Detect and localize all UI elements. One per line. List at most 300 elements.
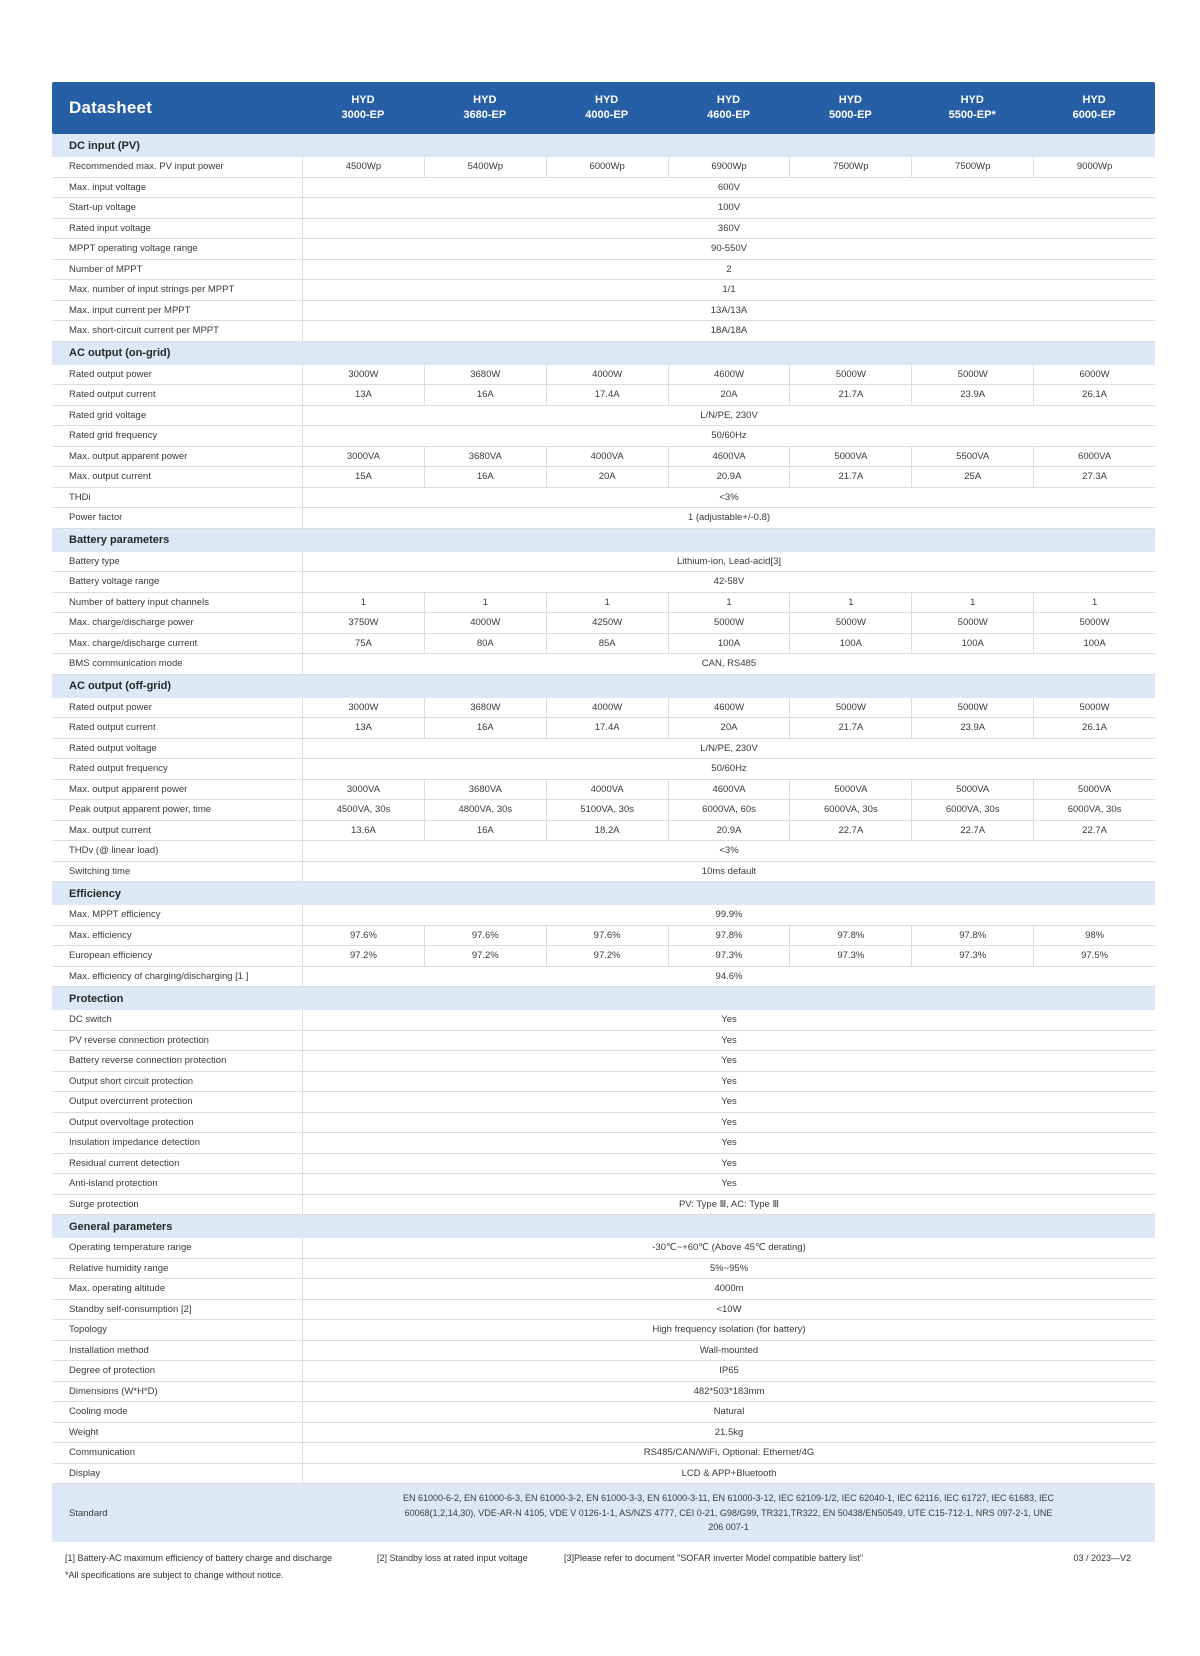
row-value-cell: 21.7A <box>789 385 911 405</box>
section-header-ac-output-on-grid: AC output (on-grid) <box>52 342 1155 365</box>
row-value-cell: 20A <box>668 718 790 738</box>
row-value-cell: 6000VA, 30s <box>789 800 911 820</box>
row-value-cell: 5000VA <box>1033 780 1155 800</box>
row-label: Installation method <box>69 1344 149 1356</box>
row-value-cell: 4600VA <box>668 447 790 467</box>
row-label: Rated grid frequency <box>69 430 158 442</box>
row-value-cell: 3680VA <box>424 780 546 800</box>
row-label: Start-up voltage <box>69 202 137 214</box>
row-label: Max. input current per MPPT <box>69 304 191 316</box>
row-label: Recommended max. PV input power <box>69 161 224 173</box>
spec-row <box>52 926 1155 947</box>
row-cells <box>302 613 1155 633</box>
row-label: Surge protection <box>69 1198 139 1210</box>
spec-row <box>52 634 1155 655</box>
row-value-cell: 18.2A <box>546 821 668 841</box>
row-value: 4000m <box>302 1279 1155 1299</box>
row-cells <box>302 365 1155 385</box>
row-value-cell: 5000W <box>1033 613 1155 633</box>
row-value: 360V <box>302 219 1155 239</box>
spec-table <box>52 134 1155 1542</box>
row-value-cell: 13A <box>302 385 424 405</box>
spec-row <box>52 1195 1155 1216</box>
row-label: Max. efficiency of charging/discharging [1 ] <box>69 970 249 982</box>
spec-row <box>52 157 1155 178</box>
row-cells <box>302 1238 1155 1258</box>
row-cells <box>302 800 1155 820</box>
row-cells <box>302 1402 1155 1422</box>
row-label: Max. charge/discharge current <box>69 637 198 649</box>
row-value-cell: 5000W <box>789 365 911 385</box>
row-label: Max. operating altitude <box>69 1283 166 1295</box>
spec-row <box>52 780 1155 801</box>
row-value-cell: 97.3% <box>789 946 911 966</box>
spec-row <box>52 739 1155 760</box>
row-value-cell: 6000VA, 30s <box>911 800 1033 820</box>
row-cells <box>302 739 1155 759</box>
row-value: 50/60Hz <box>302 426 1155 446</box>
row-cells <box>302 759 1155 779</box>
row-value-cell: 3000VA <box>302 447 424 467</box>
spec-row <box>52 1174 1155 1195</box>
row-value: 42-58V <box>302 572 1155 592</box>
row-cells <box>302 634 1155 654</box>
model-label: 5500-EP* <box>948 109 996 121</box>
row-value-cell: 7500Wp <box>789 157 911 177</box>
brand-label: HYD <box>473 93 497 106</box>
row-label: Rated output current <box>69 722 156 734</box>
row-value: Yes <box>302 1051 1155 1071</box>
footnotes-row <box>52 1553 1155 1563</box>
spec-row <box>52 862 1155 883</box>
row-value: 18A/18A <box>302 321 1155 341</box>
row-cells <box>302 488 1155 508</box>
row-label: PV reverse connection protection <box>69 1034 209 1046</box>
row-value-cell: 9000Wp <box>1033 157 1155 177</box>
spec-row <box>52 406 1155 427</box>
row-cells <box>302 718 1155 738</box>
footnote-2: [2] Standby loss at rated input voltage <box>377 1553 528 1563</box>
spec-row <box>52 1051 1155 1072</box>
spec-row <box>52 1259 1155 1280</box>
row-label: Dimensions (W*H*D) <box>69 1385 158 1397</box>
row-label: Display <box>69 1467 101 1479</box>
row-value-cell: 3000VA <box>302 780 424 800</box>
row-value-cell: 7500Wp <box>911 157 1033 177</box>
spec-row <box>52 841 1155 862</box>
row-cells <box>302 426 1155 446</box>
spec-row <box>52 1423 1155 1444</box>
row-label: Standby self-consumption [2] <box>69 1303 192 1315</box>
row-cells <box>302 1423 1155 1443</box>
row-value-cell: 5500VA <box>911 447 1033 467</box>
row-value-cell: 3000W <box>302 698 424 718</box>
row-value: -30℃~+60℃ (Above 45℃ derating) <box>302 1238 1155 1258</box>
spec-row <box>52 946 1155 967</box>
row-value-cell: 16A <box>424 467 546 487</box>
row-value: 1 (adjustable+/-0.8) <box>302 508 1155 528</box>
row-cells <box>302 821 1155 841</box>
model-column-header-3000-ep <box>302 93 424 124</box>
spec-row <box>52 800 1155 821</box>
row-label: THDv (@ linear load) <box>69 845 159 857</box>
row-label: Cooling mode <box>69 1406 128 1418</box>
row-cells <box>302 1133 1155 1153</box>
row-label: Battery type <box>69 555 120 567</box>
row-label: DC switch <box>69 1014 112 1026</box>
row-label: Communication <box>69 1447 135 1459</box>
row-cells <box>302 905 1155 925</box>
brand-label: HYD <box>1082 93 1106 106</box>
row-label: Rated input voltage <box>69 222 151 234</box>
row-value-cell: 97.6% <box>546 926 668 946</box>
row-cells <box>302 862 1155 882</box>
spec-row <box>52 967 1155 988</box>
footnote-3: [3]Please refer to document "SOFAR inverter Model compatible battery list" <box>564 1553 864 1563</box>
header-bar <box>52 82 1155 134</box>
row-value: 600V <box>302 178 1155 198</box>
page-title: Datasheet <box>69 98 153 117</box>
row-value-cell: 16A <box>424 718 546 738</box>
row-value: Yes <box>302 1092 1155 1112</box>
row-value-cell: 5100VA, 30s <box>546 800 668 820</box>
doc-version: 03 / 2023—V2 <box>1073 1553 1131 1563</box>
row-value: CAN, RS485 <box>302 654 1155 674</box>
spec-row <box>52 488 1155 509</box>
row-value: L/N/PE, 230V <box>302 739 1155 759</box>
spec-row <box>52 1341 1155 1362</box>
row-cells <box>302 780 1155 800</box>
row-cells <box>302 1382 1155 1402</box>
row-value: 2 <box>302 260 1155 280</box>
row-value: 13A/13A <box>302 301 1155 321</box>
spec-row <box>52 1238 1155 1259</box>
row-cells <box>302 946 1155 966</box>
row-label: Insulation impedance detection <box>69 1137 200 1149</box>
row-cells <box>302 1154 1155 1174</box>
spec-row <box>52 1133 1155 1154</box>
spec-row <box>52 1092 1155 1113</box>
disclaimer: *All specifications are subject to change without notice. <box>65 1570 284 1580</box>
row-cells <box>302 198 1155 218</box>
row-value: 1/1 <box>302 280 1155 300</box>
spec-row <box>52 1464 1155 1485</box>
row-label: Rated output frequency <box>69 763 168 775</box>
section-header-battery-parameters: Battery parameters <box>52 529 1155 552</box>
row-value-cell: 20A <box>668 385 790 405</box>
row-label: Rated grid voltage <box>69 409 147 421</box>
row-value-cell: 100A <box>1033 634 1155 654</box>
row-value: 100V <box>302 198 1155 218</box>
row-cells <box>302 1092 1155 1112</box>
row-value-cell: 25A <box>911 467 1033 487</box>
row-cells <box>302 967 1155 987</box>
spec-row <box>52 759 1155 780</box>
row-value-cell: 3680W <box>424 365 546 385</box>
row-value: 482*503*183mm <box>302 1382 1155 1402</box>
spec-row <box>52 1443 1155 1464</box>
row-value-cell: 4600W <box>668 365 790 385</box>
row-value: Wall-mounted <box>302 1341 1155 1361</box>
spec-row <box>52 426 1155 447</box>
spec-row <box>52 593 1155 614</box>
row-value-cell: 97.8% <box>789 926 911 946</box>
brand-label: HYD <box>351 93 375 106</box>
row-cells <box>302 1341 1155 1361</box>
model-label: 3000-EP <box>341 109 385 121</box>
spec-row <box>52 552 1155 573</box>
row-cells <box>302 1051 1155 1071</box>
row-value-cell: 6900Wp <box>668 157 790 177</box>
row-label: Rated output current <box>69 389 156 401</box>
row-value-cell: 6000Wp <box>546 157 668 177</box>
row-label: Operating temperature range <box>69 1242 192 1254</box>
row-value: 10ms default <box>302 862 1155 882</box>
row-value-cell: 1 <box>302 593 424 613</box>
row-label: MPPT operating voltage range <box>69 243 198 255</box>
row-label: Rated output voltage <box>69 742 157 754</box>
row-label: Output overcurrent protection <box>69 1096 193 1108</box>
spec-row <box>52 467 1155 488</box>
row-cells <box>302 1279 1155 1299</box>
row-value-cell: 97.2% <box>546 946 668 966</box>
row-value-cell: 97.6% <box>302 926 424 946</box>
row-label: Max. charge/discharge power <box>69 617 194 629</box>
section-header-efficiency: Efficiency <box>52 882 1155 905</box>
row-value-cell: 17.4A <box>546 385 668 405</box>
row-cells <box>302 301 1155 321</box>
row-value <box>302 1484 1155 1542</box>
row-value-cell: 1 <box>1033 593 1155 613</box>
row-value: Natural <box>302 1402 1155 1422</box>
row-label: Max. input voltage <box>69 181 147 193</box>
row-label: Rated output power <box>69 368 152 380</box>
row-label: Power factor <box>69 512 123 524</box>
row-value: Yes <box>302 1174 1155 1194</box>
row-label: Max. MPPT efficiency <box>69 909 161 921</box>
row-value-cell: 26.1A <box>1033 385 1155 405</box>
row-value-cell: 4600W <box>668 698 790 718</box>
row-value-cell: 20.9A <box>668 821 790 841</box>
row-value-cell: 100A <box>789 634 911 654</box>
row-label: Number of battery input channels <box>69 596 209 608</box>
datasheet-page <box>52 82 1155 1580</box>
row-value-cell: 3680VA <box>424 447 546 467</box>
spec-row <box>52 365 1155 386</box>
row-value-cell: 21.7A <box>789 718 911 738</box>
row-value-cell: 75A <box>302 634 424 654</box>
row-cells <box>302 1443 1155 1463</box>
row-value-cell: 15A <box>302 467 424 487</box>
spec-row <box>52 654 1155 675</box>
row-value-cell: 4000VA <box>546 447 668 467</box>
row-value-cell: 97.2% <box>302 946 424 966</box>
row-cells <box>302 406 1155 426</box>
spec-row <box>52 905 1155 926</box>
row-value: PV: Type Ⅲ, AC: Type Ⅲ <box>302 1195 1155 1215</box>
spec-row <box>52 260 1155 281</box>
row-value-cell: 13.6A <box>302 821 424 841</box>
row-value-cell: 3000W <box>302 365 424 385</box>
row-value-cell: 97.3% <box>911 946 1033 966</box>
row-value-cell: 4600VA <box>668 780 790 800</box>
spec-row <box>52 1361 1155 1382</box>
row-label: Max. output apparent power <box>69 783 188 795</box>
row-value-cell: 5000W <box>911 613 1033 633</box>
row-value-cell: 80A <box>424 634 546 654</box>
row-label: BMS communication mode <box>69 658 183 670</box>
spec-row <box>52 280 1155 301</box>
row-cells <box>302 1300 1155 1320</box>
spec-row <box>52 1010 1155 1031</box>
row-value-cell: 97.2% <box>424 946 546 966</box>
model-label: 4600-EP <box>707 109 750 121</box>
row-label: Battery voltage range <box>69 576 160 588</box>
row-cells <box>302 841 1155 861</box>
model-column-headers <box>302 93 1155 124</box>
row-value-cell: 6000VA, 60s <box>668 800 790 820</box>
row-value-cell: 4500VA, 30s <box>302 800 424 820</box>
row-cells <box>302 1320 1155 1340</box>
row-value-cell: 5000W <box>911 365 1033 385</box>
spec-row <box>52 718 1155 739</box>
row-value-cell: 22.7A <box>789 821 911 841</box>
row-value: Yes <box>302 1154 1155 1174</box>
section-header-ac-output-off-grid: AC output (off-grid) <box>52 675 1155 698</box>
row-value-cell: 100A <box>668 634 790 654</box>
row-value-cell: 97.5% <box>1033 946 1155 966</box>
row-value-cell: 22.7A <box>1033 821 1155 841</box>
row-cells <box>302 1072 1155 1092</box>
row-cells <box>302 178 1155 198</box>
brand-label: HYD <box>838 93 862 106</box>
row-value-cell: 97.8% <box>668 926 790 946</box>
spec-row <box>52 613 1155 634</box>
row-value-cell: 100A <box>911 634 1033 654</box>
row-value: 94.6% <box>302 967 1155 987</box>
spec-row <box>52 1402 1155 1423</box>
row-cells <box>302 239 1155 259</box>
row-value: 90-550V <box>302 239 1155 259</box>
row-value-cell: 3680W <box>424 698 546 718</box>
spec-row <box>52 239 1155 260</box>
row-value-cell: 6000W <box>1033 365 1155 385</box>
spec-row <box>52 447 1155 468</box>
row-value: 50/60Hz <box>302 759 1155 779</box>
row-cells <box>302 593 1155 613</box>
row-value-cell: 23.9A <box>911 718 1033 738</box>
model-column-header-3680-ep <box>424 93 546 124</box>
spec-row <box>52 1113 1155 1134</box>
row-value-cell: 5000W <box>911 698 1033 718</box>
row-value-cell: 5000VA <box>911 780 1033 800</box>
row-cells <box>302 654 1155 674</box>
row-value-cell: 1 <box>424 593 546 613</box>
row-cells <box>302 552 1155 572</box>
row-label: Switching time <box>69 865 131 877</box>
row-value-cell: 4000W <box>546 698 668 718</box>
spec-row <box>52 698 1155 719</box>
row-value-cell: 98% <box>1033 926 1155 946</box>
row-cells <box>302 157 1155 177</box>
row-value-cell: 23.9A <box>911 385 1033 405</box>
row-value: 5%~95% <box>302 1259 1155 1279</box>
spec-row <box>52 219 1155 240</box>
row-cells <box>302 1174 1155 1194</box>
model-label: 5000-EP <box>828 109 872 121</box>
spec-row <box>52 1072 1155 1093</box>
row-cells <box>302 1010 1155 1030</box>
spec-row <box>52 1484 1155 1542</box>
row-label: Rated output power <box>69 701 152 713</box>
model-column-header-4600-ep <box>668 93 790 124</box>
row-value-cell: 20A <box>546 467 668 487</box>
model-column-header-5500-ep <box>911 93 1033 124</box>
standard-text: EN 61000-6-2, EN 61000-6-3, EN 61000-3-2, EN 61000-3-3, EN 61000-3-11, EN 61000-3-12, IEC 62109-1/2, IEC 62040-1, IEC 62116, IEC 61727, IEC 61683, IEC 60068(1,2,14,30), VDE-AR-N 4105, VDE V 0126-1-1, AS/NZS 4777, CEI 0-21, G98/G99, TR321,TR322, EN 50438/EN50549, UTE C15-712-1, NRS 097-2-1, UNE 206 007-1 <box>402 1493 1055 1533</box>
row-value-cell: 26.1A <box>1033 718 1155 738</box>
row-value-cell: 4250W <box>546 613 668 633</box>
row-label: Max. efficiency <box>69 929 132 941</box>
row-label: Battery reverse connection protection <box>69 1055 227 1067</box>
row-cells <box>302 280 1155 300</box>
row-cells <box>302 1484 1155 1542</box>
row-value: LCD & APP+Bluetooth <box>302 1464 1155 1484</box>
row-label: Relative humidity range <box>69 1262 169 1274</box>
row-value: <10W <box>302 1300 1155 1320</box>
spec-row <box>52 1031 1155 1052</box>
row-cells <box>302 926 1155 946</box>
spec-row <box>52 321 1155 342</box>
row-value-cell: 1 <box>789 593 911 613</box>
row-value-cell: 5000W <box>789 613 911 633</box>
row-cells <box>302 385 1155 405</box>
row-value-cell: 6000VA <box>1033 447 1155 467</box>
row-value-cell: 22.7A <box>911 821 1033 841</box>
row-value: Lithium-ion, Lead-acid[3] <box>302 552 1155 572</box>
row-value-cell: 4000VA <box>546 780 668 800</box>
spec-row <box>52 1300 1155 1321</box>
model-column-header-4000-ep <box>546 93 668 124</box>
row-cells <box>302 698 1155 718</box>
model-label: 3680-EP <box>463 109 507 121</box>
spec-row <box>52 385 1155 406</box>
row-cells <box>302 1361 1155 1381</box>
spec-row <box>52 178 1155 199</box>
row-value: 99.9% <box>302 905 1155 925</box>
row-value-cell: 5000VA <box>789 447 911 467</box>
row-cells <box>302 1195 1155 1215</box>
row-label: Max. short-circuit current per MPPT <box>69 325 219 337</box>
row-label: Weight <box>69 1426 99 1438</box>
brand-label: HYD <box>595 93 619 106</box>
row-value: <3% <box>302 841 1155 861</box>
row-label: Degree of protection <box>69 1365 156 1377</box>
row-value: Yes <box>302 1010 1155 1030</box>
row-label: Max. output current <box>69 471 151 483</box>
model-column-header-5000-ep <box>789 93 911 124</box>
row-value-cell: 4000W <box>424 613 546 633</box>
row-value-cell: 4500Wp <box>302 157 424 177</box>
row-value: Yes <box>302 1072 1155 1092</box>
row-value-cell: 97.3% <box>668 946 790 966</box>
row-cells <box>302 260 1155 280</box>
row-label: Output short circuit protection <box>69 1075 194 1087</box>
section-header-dc-input-pv: DC input (PV) <box>52 134 1155 157</box>
section-header-general-parameters: General parameters <box>52 1215 1155 1238</box>
row-value-cell: 21.7A <box>789 467 911 487</box>
row-cells <box>302 1464 1155 1484</box>
row-value-cell: 1 <box>911 593 1033 613</box>
